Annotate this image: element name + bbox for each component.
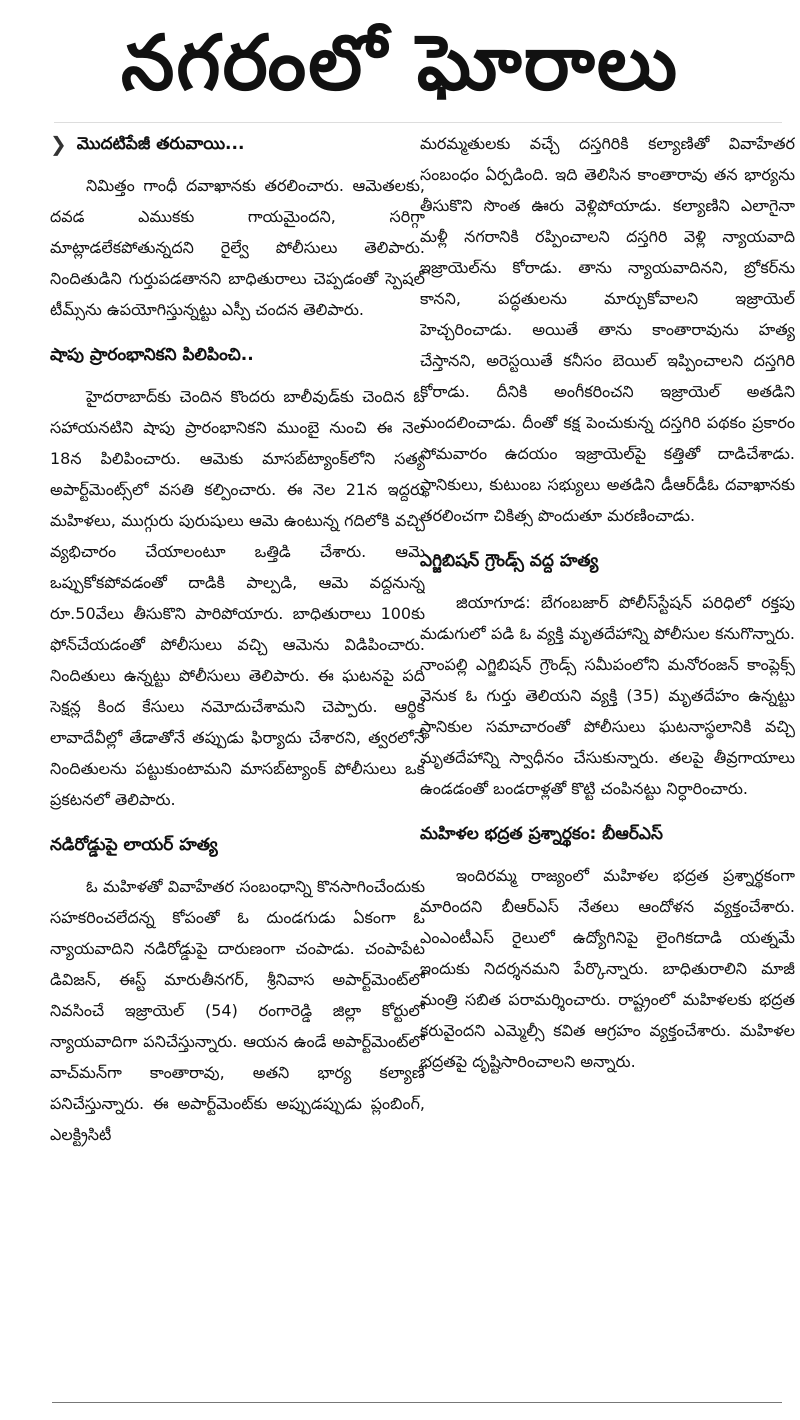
bottom-rule (52, 1402, 782, 1403)
article-paragraph: నిమిత్తం గాంధీ దవాఖానకు తరలించారు. ఆమెతలకు, దవడ ఎముకకు గాయమైందని, సరిగ్గా మాట్లాడలేకపోతున్నదని రైల్వే పోలీసులు తెలిపారు. నిందితుడిని గుర్తుపడతానని బాధితురాలు చెప్పడంతో స్పెషల్ టీమ్స్‌ను ఉపయోగిస్తున్నట్టు ఎస్పీ చందన తెలిపారు. (50, 176, 425, 319)
chevron-right-icon: ❯ (50, 132, 67, 156)
subheading-shop-opening: షాపు ప్రారంభానికని పిలిపించి.. (50, 345, 254, 365)
article-paragraph: మరమ్మతులకు వచ్చే దస్తగిరికి కల్యాణితో వివాహేతర సంబంధం ఏర్పడింది. ఇది తెలిసిన కాంతారావు తన భార్యను తీసుకొని సొంత ఊరు వెళ్లిపోయాడు. కల్యాణిని ఎలాగైనా మళ్లీ నగరానికి రప్పించాలని దస్తగిరి వెళ్లి న్యాయవాది ఇజ్రాయెల్‌ను కోరాడు. తాను న్యాయవాదినని, బ్రోకర్‌ను కానని, పద్ధతులను మార్చుకోవాలని ఇజ్రాయెల్ హెచ్చరించాడు. అయితే తాను కాంతారావును హత్య చేస్తానని, అరెస్టయితే కనీసం బెయిల్ ఇప్పించాలని దస్తగిరి కోరాడు. దీనికి అంగీకరించని ఇజ్రాయెల్ అతడిని మందలించాడు. దీంతో కక్ష పెంచుకున్న దస్తగిరి పథకం ప్రకారం సోమవారం ఉదయం ఇజ్రాయెల్‌పై కత్తితో దాడిచేశాడు. స్థానికులు, కుటుంబ సభ్యులు అతడిని డీఆర్‌డీఓ దవాఖానకు తరలించగా చికిత్స పొందుతూ మరణించాడు. (420, 134, 795, 525)
continued-label: మొదటిపేజీ తరువాయి... (76, 134, 245, 154)
subheading-lawyer-murder: నడిరోడ్డుపై లాయర్ హత్య (50, 835, 218, 855)
article-paragraph: జియాగూడ: బేగంబజార్ పోలీస్‌స్టేషన్ పరిధిలో రక్తపు మడుగులో పడి ఓ వ్యక్తి మృతదేహాన్ని పోలీసుల కనుగొన్నారు. నాంపల్లి ఎగ్జిబిషన్ గ్రౌండ్స్ సమీపంలోని మనోరంజన్ కాంప్లెక్స్ వెనుక ఓ గుర్తు తెలియని వ్యక్తి (35) మృతదేహం ఉన్నట్టు స్థానికుల సమాచారంతో పోలీసులు ఘటనాస్థలానికి వచ్చి మృతదేహాన్ని స్వాధీనం చేసుకున్నారు. తలపై తీవ్రగాయాలు ఉండడంతో బండరాళ్లతో కొట్టి చంపినట్టు నిర్ధారించారు. (420, 593, 795, 798)
article-paragraph: ఓ మహిళతో వివాహేతర సంబంధాన్ని కొనసాగించేందుకు సహకరించలేదన్న కోపంతో ఓ దుండగుడు ఏకంగా ఓ న్యాయవాదిని నడిరోడ్డుపై దారుణంగా చంపాడు. చంపాపేట డివిజన్, ఈస్ట్ మారుతీనగర్, శ్రీనివాస అపార్ట్‌మెంట్‌లో నివసించే ఇజ్రాయెల్ (54) రంగారెడ్డి జిల్లా కోర్టులో న్యాయవాదిగా పనిచేస్తున్నారు. ఆయన ఉండే అపార్ట్‌మెంట్‌లో వాచ్‌మన్‌గా కాంతారావు, అతని భార్య కల్యాణి పనిచేస్తున్నారు. ఈ అపార్ట్‌మెంట్‌కు అప్పుడప్పుడు ప్లంబింగ్, ఎలక్ట్రిసిటీ (50, 877, 425, 1144)
article-paragraph: హైదరాబాద్‌కు చెందిన కొందరు బాలీవుడ్‌కు చెందిన ఓ సహాయనటిని షాపు ప్రారంభానికని ముంబై నుంచి ఈ నెల 18న పిలిపించారు. ఆమెకు మాసబ్‌ట్యాంక్‌లోని సత్య అపార్ట్‌మెంట్స్‌లో వసతి కల్పించారు. ఈ నెల 21న ఇద్దరు మహిళలు, ముగ్గురు పురుషులు ఆమె ఉంటున్న గదిలోకి వచ్చి వ్యభిచారం చేయాలంటూ ఒత్తిడి చేశారు. ఆమె ఒప్పుకోకపోవడంతో దాడికి పాల్పడి, ఆమె వద్దనున్న రూ.50వేలు తీసుకొని పారిపోయారు. బాధితురాలు 100కు ఫోన్‌చేయడంతో పోలీసులు వచ్చి ఆమెను విడిపించారు. నిందితులు ఉన్నట్టు పోలీసులు తెలిపారు. ఈ ఘటనపై పది సెక్షన్ల కింద కేసులు నమోదుచేశామని చెప్పారు. ఆర్థిక లావాదేవీల్లో తేడాతోనే తప్పుడు ఫిర్యాదు చేశారని, త్వరలోనే నిందితులను పట్టుకుంటామని మాసబ్‌ట్యాంక్ పోలీసులు ఒక ప్రకటనలో తెలిపారు. (50, 387, 425, 809)
subheading-womens-safety: మహిళల భద్రత ప్రశ్నార్థకం: బీఆర్‌ఎస్ (420, 824, 663, 844)
right-column (420, 128, 795, 1398)
continued-label-row (50, 128, 425, 160)
left-column (50, 128, 425, 1398)
page-headline: నగరంలో ఘోరాలు (120, 18, 680, 107)
subheading-exhibition-murder: ఎగ్జిబిషన్ గ్రౌండ్స్ వద్ద హత్య (420, 551, 599, 571)
headline-divider (54, 122, 782, 123)
article-paragraph: ఇందిరమ్మ రాజ్యంలో మహిళల భద్రత ప్రశ్నార్థకంగా మారిందని బీఆర్‌ఎస్ నేతలు ఆందోళన వ్యక్తంచేశారు. ఎంఎంటీఎస్ రైలులో ఉద్యోగినిపై లైంగికదాడి యత్నమే ఇందుకు నిదర్శనమని పేర్కొన్నారు. బాధితురాలిని మాజీ మంత్రి సబిత పరామర్శించారు. రాష్ట్రంలో మహిళలకు భద్రత కరువైందని ఎమ్మెల్సీ కవిత ఆగ్రహం వ్యక్తంచేశారు. మహిళల భద్రతపై దృష్టిసారించాలని అన్నారు. (420, 866, 795, 1071)
